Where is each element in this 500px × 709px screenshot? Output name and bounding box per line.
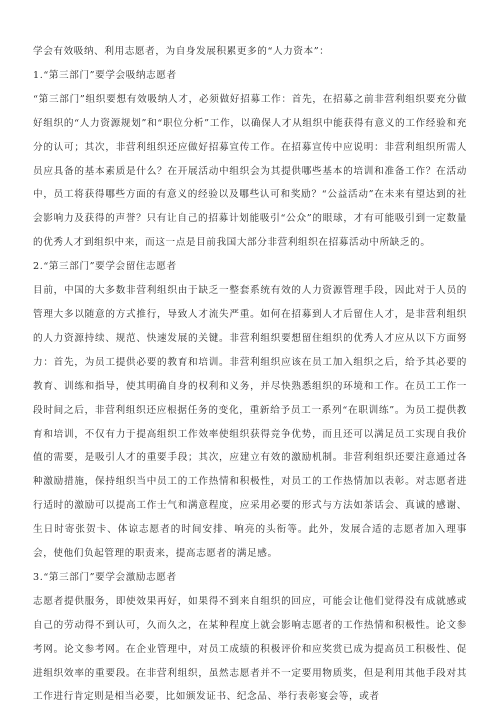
section-heading-2: 2.“第三部门”要学会留住志愿者	[33, 261, 177, 273]
section-body-2: 目前，中国的大多数非营利组织由于缺乏一整套系统有效的人力资源管理手段，因此对于人员的管理大多以随意的方式推行，导致人才流失严重。如何在招募到人才后留住人才，是非营利组织的人力资源持续、规范、快速发展的关键。非营利组织要想留住组织的优秀人才应从以下方面努力：首先，为员工提供必要的教育和培训。非营利组织应该在员工加入组织之后，给予其必要的教育、训练和指导，使其明确自身的权利和义务，并尽快熟悉组织的环境和工作。在员工工作一段时间之后，非营利组织还应根据任务的变化，重新给予员工一系列“在职训练”。为员工提供教育和培训，不仅有力于提高组织工作效率使组织获得竞争优势，而且还可以满足员工实现自我价值的需要，是吸引人才的重要手段；其次，应建立有效的激励机制。非营利组织还要注意通过各种激励措施，保持组织当中员工的工作热情和积极性，对员工的工作热情加以表彰。对志愿者进行适时的激励可以提高工作士气和满意程度，应采用必要的形式与方法如茶话会、真诚的感谢、生日时寄张贺卡、体谅志愿者的时间安排、响亮的头衔等。此外，发展合适的志愿者加入理事会，使他们负起管理的职责来，提高志愿者的满足感。	[33, 285, 467, 560]
section-body-1: “第三部门”组织要想有效吸纳人才，必须做好招募工作：首先，在招募之前非营利组织要充分做好组织的“人力资源规划”和“职位分析”工作，以确保人才从组织中能获得有意义的工作经验和充分的认可；其次，非营利组织还应做好招募宣传工作。在招募宣传中应说明：非营利组织所需人员应具备的基本素质是什么？在开展活动中组织会为其提供哪些基本的培训和准备工作？在活动中，员工将获得哪些方面的有意义的经验以及哪些认可和奖励？“公益活动”在未来有望达到的社会影响力及获得的声誉？只有让自己的招募计划能吸引“公众”的眼球，才有可能吸引到一定数量的优秀人才到组织中来，而这一点是目前我国大部分非营利组织在招募活动中所缺乏的。	[33, 93, 467, 249]
intro-paragraph: 学会有效吸纳、利用志愿者，为自身发展积累更多的“人力资本”：	[33, 46, 330, 57]
document-page	[33, 40, 467, 709]
section-heading-3: 3.“第三部门”要学会激励志愿者	[33, 571, 177, 583]
section-heading-1: 1.“第三部门”要学会吸纳志愿者	[33, 69, 177, 81]
section-body-3: 志愿者提供服务，即使效果再好，如果得不到来自组织的回应，可能会让他们觉得没有成就感或自己的劳动得不到认可，久而久之，在某种程度上就会影响志愿者的工作热情和积极性。论文参考网。论文参考网。在企业管理中，对员工成绩的积极评价和应奖赏已成为提高员工积极性、促进组织效率的重要段。在非营利组织，虽然志愿者并不一定要用物质奖，但是利用其他手段对其工作进行肯定则是相当必要，比如颁发证书、纪念品、举行表彰宴会等，或者	[33, 595, 467, 703]
